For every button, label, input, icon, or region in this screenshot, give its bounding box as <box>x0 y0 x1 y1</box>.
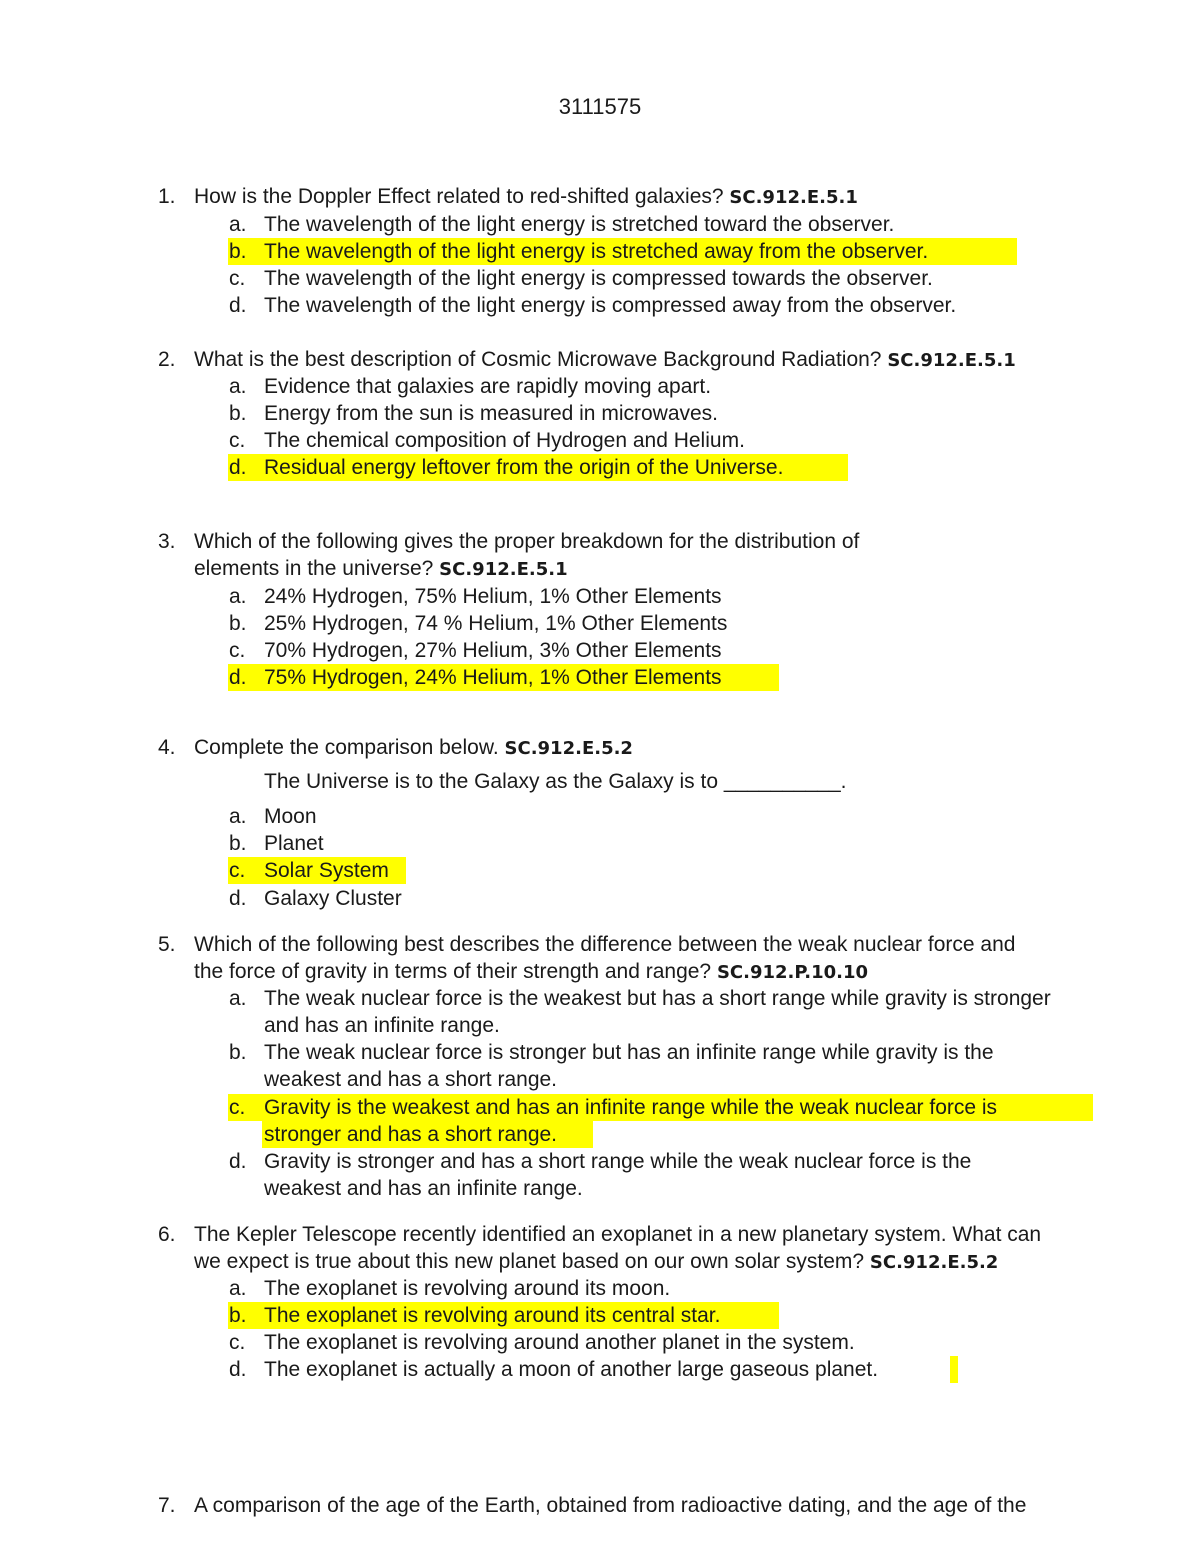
standard-code: SC.912.E.5.1 <box>887 350 1016 371</box>
question-number: 1. <box>158 185 176 208</box>
comparison-statement: The Universe is to the Galaxy as the Galaxy is to __________. <box>264 770 847 793</box>
standard-code: SC.912.E.5.1 <box>729 187 858 208</box>
standard-code: SC.912.E.5.2 <box>504 738 633 759</box>
question-text: The Kepler Telescope recently identified an exoplanet in a new planetary system. What can <box>194 1223 1042 1246</box>
standard-code: SC.912.E.5.2 <box>869 1252 999 1273</box>
question-text: What is the best description of Cosmic Microwave Background Radiation? <box>194 348 882 371</box>
question-number: 2. <box>158 348 176 371</box>
question-number: 4. <box>158 736 176 759</box>
question-text: we expect is true about this new planet based on our own solar system? <box>194 1250 865 1273</box>
question-text: Which of the following gives the proper breakdown for the distribution of <box>194 530 860 553</box>
question-text: How is the Doppler Effect related to red-shifted galaxies? <box>194 185 724 208</box>
document-id: 3111575 <box>558 94 642 119</box>
question-text: Which of the following best describes the difference between the weak nuclear force and <box>194 933 1016 956</box>
document-page: 3111575 1. How is the Doppler Effect related to red-shifted galaxies? SC.912.E.5.1 a. The wavelength of the light energy is stretched toward the observer. b. The wavelength of the light energy is stretched away from the observer. c. The wavelength of the light energy is compressed towards the observer. d. The wavelength of the light energy is compressed away from the observer. 2. What is the best description of Cosmic Microwave Background Radiation? SC.912.E.5.1 a. Evidence that galaxies are rapidly moving apart. b. Energy from the sun is measured in microwaves. c. The chemical composition of Hydrogen and Helium. d. Residual energy leftover from the origin of the Universe. 3. Which of the following gives the proper breakdown for the distribution of elements in the universe? SC.912.E.5.1 a. 24% Hydrogen, 75% Helium, 1% Other Elements b. 25% Hydrogen, 74 % Helium, 1% Other Elements c. 70% Hydrogen, 27% Helium, 3% Other Elements d. 75% Hydrogen, 24% Helium, 1% Other Elements 4. Complete the comparison below. SC.912.E.5.2 The Universe is to the Galaxy as the Galaxy is to __________. a. Moon b. Planet c. Solar System d. Galaxy Cluster 5. Which of the following best describes the difference between the weak nuclear force and the force of gravity in terms of their strength and range? SC.912.P.10.10 a. The weak nuclear force is the weakest but has a short range while gravity is stronger and has an infinite range. b. The weak nuclear force is stronger but has an infinite range while gravity is the weakest and has a short range. c. Gravity is the weakest and has an infinite range while the weak nuclear force is stronger and has a short range. d. Gravity is stronger and has a short range while the weak nuclear force is the weakest and has an infinite range. 6. The Kepler Telescope recently identified an exoplanet in a new planetary system. What can we expect is true about this new planet based on our own solar system? SC.912.E.5.2 a. The exoplanet is revolving around its moon. b. The exoplanet is revolving around its central star. c. The exoplanet is revolving around another planet in the system. d. The exoplanet is actually a moon of another large gaseous planet. 7. A comparison of the age of the Earth, obtained from radioactive dating, and the age of the <box>0 0 1200 1553</box>
question-text: Complete the comparison below. <box>194 736 499 759</box>
standard-code: SC.912.P.10.10 <box>716 962 869 983</box>
question-number: 6. <box>158 1223 176 1246</box>
question-text: the force of gravity in terms of their strength and range? <box>194 960 712 983</box>
question-text: A comparison of the age of the Earth, obtained from radioactive dating, and the age of the <box>194 1494 1027 1517</box>
question-text: elements in the universe? <box>194 557 434 580</box>
question-number: 7. <box>158 1494 176 1517</box>
standard-code: SC.912.E.5.1 <box>439 559 568 580</box>
question-number: 3. <box>158 530 176 553</box>
question-number: 5. <box>158 933 176 956</box>
stray-highlight <box>950 1356 958 1383</box>
